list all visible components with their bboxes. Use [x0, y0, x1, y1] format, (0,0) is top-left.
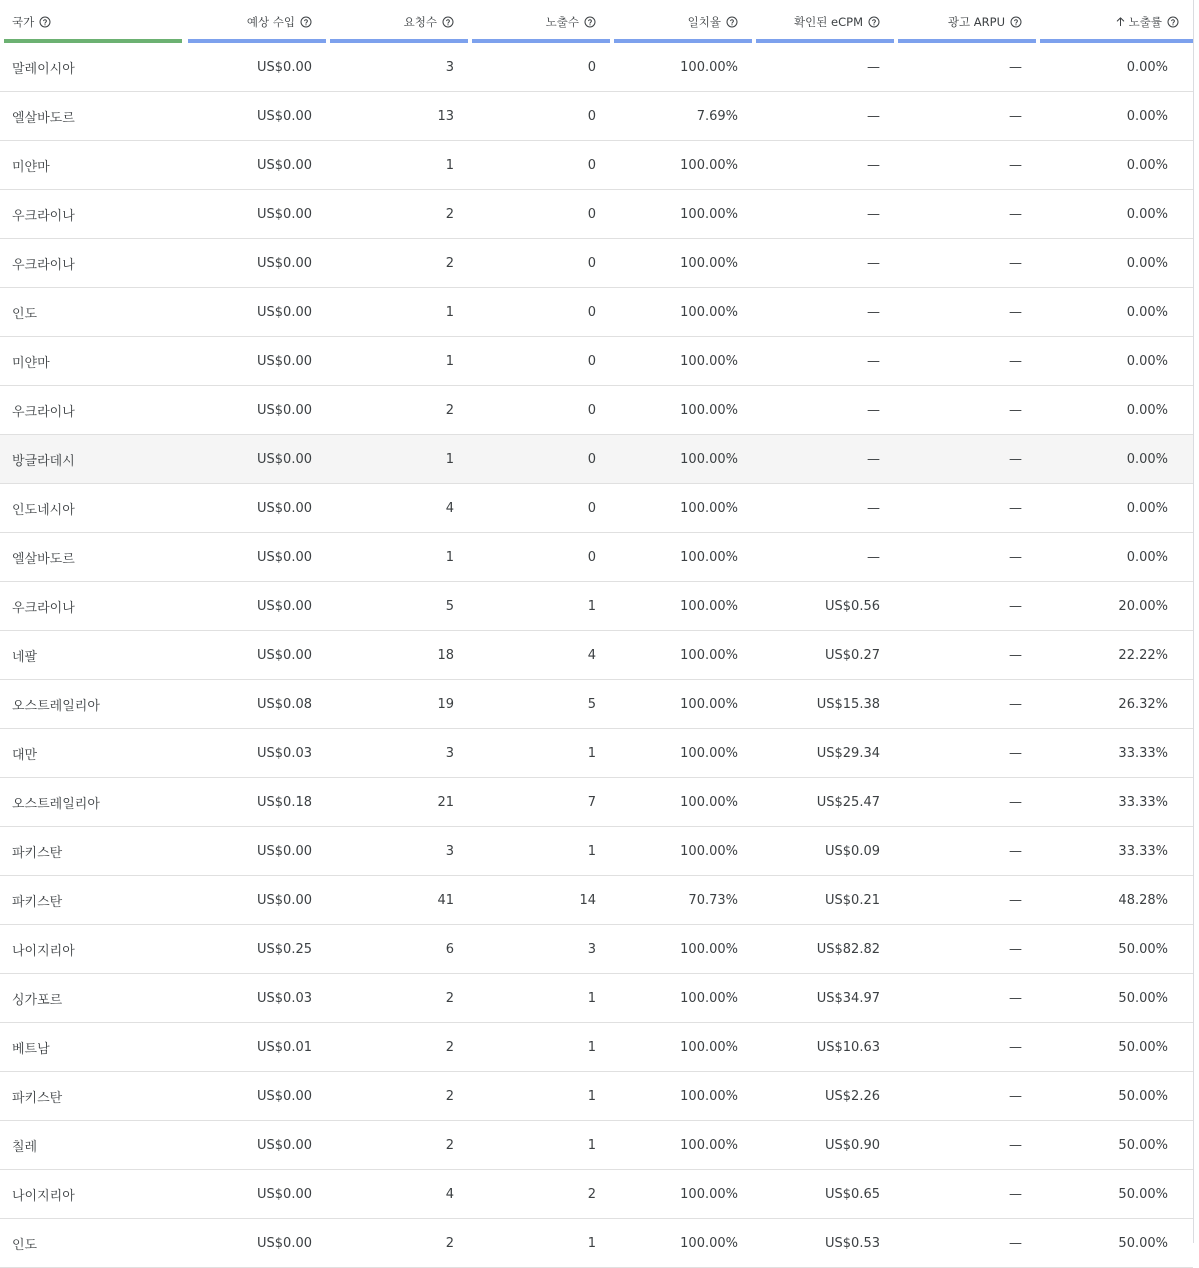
metric-cell: — [752, 435, 894, 484]
metric-cell: — [894, 484, 1036, 533]
metric-cell: 100.00% [610, 239, 752, 288]
metric-cell: 2 [326, 1023, 468, 1072]
metric-cell: 2 [326, 1072, 468, 1121]
metric-cell: 100.00% [610, 729, 752, 778]
country-cell: 우크라이나 [0, 239, 184, 288]
metric-cell: 2 [326, 974, 468, 1023]
metric-cell: 18 [326, 631, 468, 680]
table-row[interactable] [0, 533, 1193, 582]
metric-cell: — [752, 43, 894, 92]
metric-cell: — [752, 337, 894, 386]
column-header-ad-arpu[interactable] [894, 0, 1036, 43]
metric-cell: 1 [468, 1023, 610, 1072]
column-header-label: 광고 ARPU [947, 14, 1005, 29]
metric-cell: 22.22% [1036, 631, 1193, 680]
metric-cell: 100.00% [610, 435, 752, 484]
country-cell: 미얀마 [0, 141, 184, 190]
metric-cell: — [752, 386, 894, 435]
metric-cell: US$0.00 [184, 876, 326, 925]
metric-cell: 2 [468, 1170, 610, 1219]
metric-cell: US$0.08 [184, 680, 326, 729]
table-row[interactable] [0, 925, 1193, 974]
table-row[interactable] [0, 386, 1193, 435]
metric-cell: 100.00% [610, 533, 752, 582]
metric-cell: 0 [468, 533, 610, 582]
metric-cell: 33.33% [1036, 778, 1193, 827]
metric-cell: — [894, 680, 1036, 729]
metric-cell: 0.00% [1036, 337, 1193, 386]
country-cell: 오스트레일리아 [0, 680, 184, 729]
help-circle-icon[interactable] [442, 16, 454, 28]
metric-cell: — [894, 1072, 1036, 1121]
metric-cell: 3 [326, 827, 468, 876]
table-row[interactable] [0, 582, 1193, 631]
column-header-impressions[interactable] [468, 0, 610, 43]
metric-cell: 5 [468, 680, 610, 729]
country-cell: 나이지리아 [0, 1170, 184, 1219]
country-cell: 인도 [0, 288, 184, 337]
metric-cell: 33.33% [1036, 827, 1193, 876]
metric-cell: 0.00% [1036, 92, 1193, 141]
column-color-bar [898, 39, 1036, 43]
column-header-show-rate[interactable] [1036, 0, 1193, 43]
metric-cell: — [894, 337, 1036, 386]
table-row[interactable] [0, 337, 1193, 386]
metric-cell: 0.00% [1036, 484, 1193, 533]
metric-cell: 100.00% [610, 582, 752, 631]
metric-cell: 0.00% [1036, 435, 1193, 484]
metric-cell: 100.00% [610, 1023, 752, 1072]
table-header-row [0, 0, 1193, 43]
metric-cell: — [894, 827, 1036, 876]
metric-cell: US$0.00 [184, 1170, 326, 1219]
metric-cell: 100.00% [610, 386, 752, 435]
metric-cell: US$0.09 [752, 827, 894, 876]
metric-cell: — [894, 43, 1036, 92]
metric-cell: US$29.34 [752, 729, 894, 778]
table-row[interactable] [0, 729, 1193, 778]
column-header-requests[interactable] [326, 0, 468, 43]
metric-cell: 1 [326, 141, 468, 190]
table-row[interactable] [0, 141, 1193, 190]
metric-cell: US$0.00 [184, 582, 326, 631]
metric-cell: 100.00% [610, 1072, 752, 1121]
metric-cell: 4 [468, 631, 610, 680]
metric-cell: — [894, 778, 1036, 827]
metric-cell: 0.00% [1036, 288, 1193, 337]
arrow-up-icon[interactable] [1115, 16, 1126, 27]
metric-cell: 1 [468, 1121, 610, 1170]
metric-cell: US$0.25 [184, 925, 326, 974]
column-header-label: 요청수 [403, 14, 437, 29]
metric-cell: 100.00% [610, 1170, 752, 1219]
metric-cell: US$0.01 [184, 1023, 326, 1072]
metric-cell: 1 [468, 1072, 610, 1121]
metric-cell: US$0.00 [184, 92, 326, 141]
metric-cell: — [752, 190, 894, 239]
metric-cell: US$0.18 [184, 778, 326, 827]
metric-cell: 100.00% [610, 827, 752, 876]
country-cell: 오스트레일리아 [0, 778, 184, 827]
metric-cell: 4 [326, 1170, 468, 1219]
column-header-label: 노출수 [545, 14, 579, 29]
metric-cell: 100.00% [610, 43, 752, 92]
country-cell: 나이지리아 [0, 925, 184, 974]
country-cell: 파키스탄 [0, 876, 184, 925]
metric-cell: 7.69% [610, 92, 752, 141]
metric-cell: 7 [468, 778, 610, 827]
country-cell: 베트남 [0, 1023, 184, 1072]
metric-cell: US$10.63 [752, 1023, 894, 1072]
metric-cell: US$0.00 [184, 386, 326, 435]
metric-cell: — [894, 1023, 1036, 1072]
metric-cell: 1 [468, 974, 610, 1023]
help-circle-icon[interactable] [1010, 16, 1022, 28]
help-circle-icon[interactable] [584, 16, 596, 28]
metric-cell: 2 [326, 386, 468, 435]
metric-cell: 2 [326, 190, 468, 239]
table-row[interactable] [0, 827, 1193, 876]
metric-cell: — [894, 386, 1036, 435]
metric-cell: US$0.00 [184, 827, 326, 876]
metric-cell: — [752, 288, 894, 337]
table-row[interactable] [0, 484, 1193, 533]
metric-cell: 2 [326, 1219, 468, 1268]
country-cell: 대만 [0, 729, 184, 778]
metric-cell: US$0.90 [752, 1121, 894, 1170]
metric-cell: US$0.00 [184, 43, 326, 92]
metric-cell: 1 [468, 1219, 610, 1268]
metric-cell: — [894, 288, 1036, 337]
metric-cell: — [752, 239, 894, 288]
metric-cell: 50.00% [1036, 1170, 1193, 1219]
metric-cell: — [894, 1219, 1036, 1268]
metric-cell: US$0.00 [184, 1072, 326, 1121]
table-row[interactable] [0, 1170, 1193, 1219]
metric-cell: 5 [326, 582, 468, 631]
metric-cell: US$0.27 [752, 631, 894, 680]
metric-cell: 4 [326, 484, 468, 533]
metric-cell: 100.00% [610, 484, 752, 533]
metric-cell: 26.32% [1036, 680, 1193, 729]
metric-cell: US$0.00 [184, 141, 326, 190]
country-cell: 미얀마 [0, 337, 184, 386]
metric-cell: 50.00% [1036, 974, 1193, 1023]
metric-cell: US$0.56 [752, 582, 894, 631]
table-row[interactable] [0, 43, 1193, 92]
table-row[interactable] [0, 974, 1193, 1023]
metric-cell: 3 [468, 925, 610, 974]
metric-cell: 1 [468, 729, 610, 778]
metric-cell: 41 [326, 876, 468, 925]
metric-cell: US$0.03 [184, 729, 326, 778]
table-row[interactable] [0, 631, 1193, 680]
metric-cell: 100.00% [610, 1219, 752, 1268]
metric-cell: 100.00% [610, 778, 752, 827]
metric-cell: 0 [468, 435, 610, 484]
metric-cell: 0 [468, 386, 610, 435]
table-row[interactable] [0, 1072, 1193, 1121]
metric-cell: — [894, 533, 1036, 582]
metric-cell: 50.00% [1036, 1072, 1193, 1121]
metric-cell: US$0.00 [184, 288, 326, 337]
metric-cell: — [894, 1170, 1036, 1219]
metric-cell: 0.00% [1036, 43, 1193, 92]
metric-cell: 2 [326, 1121, 468, 1170]
metric-cell: 100.00% [610, 190, 752, 239]
metric-cell: 0.00% [1036, 190, 1193, 239]
metric-cell: — [752, 92, 894, 141]
table-row[interactable] [0, 876, 1193, 925]
help-circle-icon[interactable] [39, 16, 51, 28]
metric-cell: — [894, 729, 1036, 778]
table-row[interactable] [0, 190, 1193, 239]
table-row[interactable] [0, 1121, 1193, 1170]
country-cell: 우크라이나 [0, 190, 184, 239]
country-cell: 칠레 [0, 1121, 184, 1170]
metric-cell: 0.00% [1036, 239, 1193, 288]
table-row[interactable] [0, 680, 1193, 729]
help-circle-icon[interactable] [300, 16, 312, 28]
metric-cell: US$0.00 [184, 190, 326, 239]
table-row[interactable] [0, 435, 1193, 484]
metric-cell: 0 [468, 288, 610, 337]
metric-cell: 0 [468, 337, 610, 386]
table-body [0, 43, 1193, 1268]
metric-cell: 100.00% [610, 288, 752, 337]
column-header-country[interactable] [0, 0, 184, 43]
metric-cell: — [894, 925, 1036, 974]
metric-cell: 100.00% [610, 925, 752, 974]
metric-cell: 70.73% [610, 876, 752, 925]
country-cell: 파키스탄 [0, 827, 184, 876]
column-header-estimated-earnings[interactable] [184, 0, 326, 43]
metric-cell: 6 [326, 925, 468, 974]
metric-cell: 50.00% [1036, 1023, 1193, 1072]
column-header-label: 확인된 eCPM [794, 14, 863, 29]
metric-cell: US$15.38 [752, 680, 894, 729]
metric-cell: 100.00% [610, 631, 752, 680]
country-cell: 인도네시아 [0, 484, 184, 533]
table-row[interactable] [0, 92, 1193, 141]
help-circle-icon[interactable] [726, 16, 738, 28]
metric-cell: 0 [468, 141, 610, 190]
country-cell: 엘살바도르 [0, 533, 184, 582]
metric-cell: US$0.00 [184, 533, 326, 582]
metric-cell: — [894, 974, 1036, 1023]
column-header-label: 예상 수입 [246, 14, 295, 29]
metric-cell: US$0.00 [184, 484, 326, 533]
country-cell: 방글라데시 [0, 435, 184, 484]
metric-cell: 1 [468, 582, 610, 631]
table-right-border [1193, 0, 1194, 1243]
country-cell: 네팔 [0, 631, 184, 680]
metric-cell: 1 [326, 288, 468, 337]
metric-cell: 19 [326, 680, 468, 729]
metric-cell: 0.00% [1036, 141, 1193, 190]
metric-cell: — [894, 435, 1036, 484]
metric-cell: US$0.00 [184, 1219, 326, 1268]
column-color-bar [4, 39, 182, 43]
metric-cell: 0.00% [1036, 533, 1193, 582]
column-color-bar [756, 39, 894, 43]
metric-cell: US$2.26 [752, 1072, 894, 1121]
metric-cell: — [894, 631, 1036, 680]
metric-cell: US$0.00 [184, 1121, 326, 1170]
metric-cell: 0 [468, 43, 610, 92]
metric-cell: 1 [326, 533, 468, 582]
column-header-match-rate[interactable] [610, 0, 752, 43]
metric-cell: — [894, 239, 1036, 288]
column-header-observed-ecpm[interactable] [752, 0, 894, 43]
country-cell: 파키스탄 [0, 1072, 184, 1121]
metric-cell: 3 [326, 43, 468, 92]
help-circle-icon[interactable] [1167, 16, 1179, 28]
column-color-bar [188, 39, 326, 43]
metric-cell: — [894, 582, 1036, 631]
column-header-label: 일치율 [687, 14, 721, 29]
table-row[interactable] [0, 239, 1193, 288]
column-color-bar [614, 39, 752, 43]
metric-cell: — [894, 92, 1036, 141]
metric-cell: — [752, 141, 894, 190]
metric-cell: 50.00% [1036, 1121, 1193, 1170]
country-cell: 싱가포르 [0, 974, 184, 1023]
metric-cell: 100.00% [610, 680, 752, 729]
metric-cell: 0 [468, 190, 610, 239]
column-color-bar [472, 39, 610, 43]
country-cell: 우크라이나 [0, 386, 184, 435]
metric-cell: 100.00% [610, 974, 752, 1023]
country-cell: 우크라이나 [0, 582, 184, 631]
metric-cell: 0 [468, 239, 610, 288]
table-row[interactable] [0, 1023, 1193, 1072]
metric-cell: — [752, 533, 894, 582]
column-color-bar [330, 39, 468, 43]
metric-cell: — [752, 484, 894, 533]
metric-cell: US$0.00 [184, 631, 326, 680]
metric-cell: US$0.65 [752, 1170, 894, 1219]
metric-cell: — [894, 141, 1036, 190]
metric-cell: 0.00% [1036, 386, 1193, 435]
metric-cell: — [894, 190, 1036, 239]
metric-cell: US$82.82 [752, 925, 894, 974]
metric-cell: 33.33% [1036, 729, 1193, 778]
metric-cell: 1 [326, 435, 468, 484]
table-row[interactable] [0, 778, 1193, 827]
column-header-label: 국가 [12, 14, 35, 29]
metric-cell: — [894, 1121, 1036, 1170]
metric-cell: US$0.00 [184, 435, 326, 484]
help-circle-icon[interactable] [868, 16, 880, 28]
table-row[interactable] [0, 288, 1193, 337]
country-cell: 엘살바도르 [0, 92, 184, 141]
metric-cell: 100.00% [610, 337, 752, 386]
metric-cell: 50.00% [1036, 925, 1193, 974]
metric-cell: US$25.47 [752, 778, 894, 827]
metric-cell: 100.00% [610, 1121, 752, 1170]
metric-cell: US$0.21 [752, 876, 894, 925]
metric-cell: 14 [468, 876, 610, 925]
metric-cell: 100.00% [610, 141, 752, 190]
metric-cell: US$0.00 [184, 337, 326, 386]
metric-cell: US$0.03 [184, 974, 326, 1023]
metric-cell: 0 [468, 484, 610, 533]
column-color-bar [1040, 39, 1193, 43]
country-cell: 말레이시아 [0, 43, 184, 92]
metric-cell: — [894, 876, 1036, 925]
metric-cell: 3 [326, 729, 468, 778]
metric-cell: 13 [326, 92, 468, 141]
metric-cell: US$34.97 [752, 974, 894, 1023]
country-cell: 인도 [0, 1219, 184, 1268]
metric-cell: 0 [468, 92, 610, 141]
metric-cell: 48.28% [1036, 876, 1193, 925]
metric-cell: US$0.53 [752, 1219, 894, 1268]
metric-cell: US$0.00 [184, 239, 326, 288]
metric-cell: 50.00% [1036, 1219, 1193, 1268]
metric-cell: 20.00% [1036, 582, 1193, 631]
metric-cell: 2 [326, 239, 468, 288]
metric-cell: 1 [468, 827, 610, 876]
column-header-label: 노출률 [1128, 14, 1162, 29]
table-row[interactable] [0, 1219, 1193, 1268]
metric-cell: 1 [326, 337, 468, 386]
metric-cell: 21 [326, 778, 468, 827]
